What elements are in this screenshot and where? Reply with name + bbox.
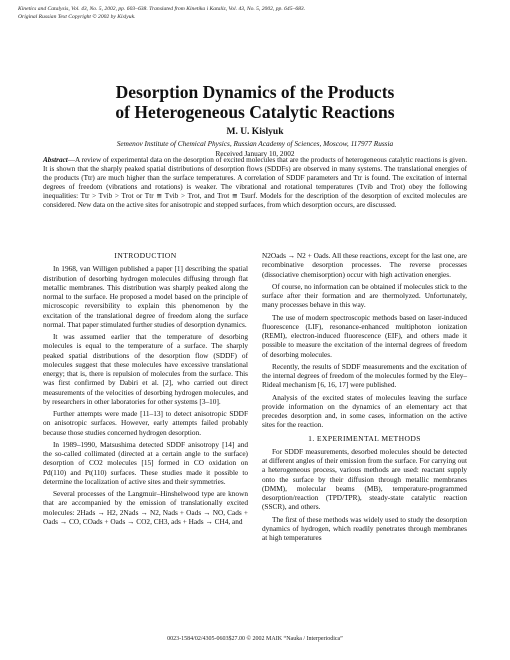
abstract-label: Abstract [43,156,68,164]
paper-title-line-1: Desorption Dynamics of the Products [115,82,395,102]
page-footer: 0023-1584/02/4305-0603$27.00 © 2002 MAIK “Nauka / Interperiodica” [167,636,343,642]
paragraph: N2Oads → N2 + Oads. All these reactions, except for the last one, are recombinative desorption processes. The reverse processes (dissociative chemisorption) occur with high activation energies. [262,251,467,279]
received-date: Received January 10, 2002 [215,149,295,158]
paragraph: Analysis of the excited states of molecules leaving the surface provide information on the dynamics of an elementary act that precedes desorption and, in some cases, information on the active sites for the reaction. [262,392,467,430]
journal-header-line-1: Kinetics and Catalysis, Vol. 43, No. 5, 2002, pp. 603–638. Translated from Kinetika i Kataliz, Vol. 43, No. 5, 2002, pp. 645–683. [18,6,306,12]
paragraph: The first of these methods was widely used to study the desorption dynamics of hydrogen, which readily penetrates through membranes at high temperatures [262,514,467,542]
abstract [43,156,467,211]
right-column [262,251,467,545]
author-name: M. U. Kislyuk [226,127,284,137]
paragraph: In 1989–1990, Matsushima detected SDDF anisotropy [14] and the so-called collimated (directed at a certain angle to the surface) desorption of CO2 molecules [15] formed in CO oxidation on Pd(110) and Pt(110) surfaces. These studies made it possible to determine the localization of active sites and their symmetries. [43,439,248,486]
paragraph: In 1968, van Willigen published a paper [1] describing the spatial distribution of desorbing hydrogen molecules diffusing through flat metallic membranes. This distribution was sharply peaked along the normal to the surface. He proposed a model based on the principle of microscopic reversibility to explain this phenomenon by the excitation of the translational degree of freedom along the surface normal. That paper stimulated further studies of desorption dynamics. [43,264,248,329]
paragraph: Further attempts were made [11–13] to detect anisotropic SDDF on anisotropic surfaces. However, early attempts failed probably because those studies concerned hydrogen desorption. [43,409,248,437]
paragraph: Several processes of the Langmuir–Hinshelwood type are known that are accompanied by the emission of translationally excited molecules: 2Hads → H2, 2Nads → N2, Nads + Oads → NO, Cads + Oads → CO, COads + Oads → CO2, CH3, ads + Hads → CH4, and [43,489,248,526]
author-affiliation: Semenov Institute of Chemical Physics, Russian Academy of Sciences, Moscow, 117977 Russia [116,139,394,148]
paragraph: Of course, no information can be obtained if molecules stick to the surface after their formation and are thermolyzed. Unfortunately, many processes behave in this way. [262,281,467,310]
abstract-text: —A review of experimental data on the desorption of excited molecules that are the products of heterogeneous catalytic reactions is given. It is shown that the sharply peaked spatial distributions of desorption flows (SDDFs) are observed in many systems. The translational energies of the products (Ttr) are much higher than the surface temperatures. A correlation of SDDF parameters and Ttr is found. The excitation of internal degrees of freedom (vibrations and rotations) is weaker. The vibrational and rotational temperatures (Tvib and Trot) obey the following inequalities: Ttr > Tvib > Trot or Ttr ≅ Tvib > Trot, and Trot ≅ Tsurf. Models for the description of the desorption of excited molecules are considered. New data on the active sites for anisotropic and stepped surfaces, from which desorption occurs, are discussed. [43,156,467,210]
paragraph: It was assumed earlier that the temperature of desorbing molecules is equal to the temperature of a surface. The sharply peaked spatial distributions of the desorption flow (SDDF) of molecules suggest that these molecules have excessive translational energy; that is, there is repulsion of molecules from the surface. This was first confirmed by Dabiri et al. [2], who carried out direct measurements of the velocities of desorbing hydrogen molecules, and by researchers in other laboratories for other systems [3–10]. [43,332,248,406]
section-heading-experimental-methods: 1. EXPERIMENTAL METHODS [308,433,421,443]
paragraph: The use of modern spectroscopic methods based on laser-induced fluorescence (LIF), resonance-enhanced multiphoton ionization (REMI), electron-induced fluorescence (EIF), and others made it possible to measure the excitation of the internal degrees of freedom of desorbing molecules. [262,312,467,359]
journal-header [18,6,305,21]
journal-header-line-2: Original Russian Text Copyright © 2002 by Kislyuk. [18,13,136,20]
paper-title-line-2: of Heterogeneous Catalytic Reactions [115,102,395,122]
paragraph: Recently, the results of SDDF measurements and the excitation of the internal degrees of freedom of the molecules formed by the Eley–Rideal mechanism [6, 16, 17] were published. [262,361,467,390]
paper-title [0,82,510,122]
title-block [0,82,510,158]
section-heading-introduction: INTRODUCTION [114,251,177,260]
paragraph: For SDDF measurements, desorbed molecules should be detected at different angles of their emission from the surface. For carrying out a heterogeneous process, various methods are used: reactant supply onto the surface by their diffusion through metallic membranes (DMM), molecular beams (MB), temperature-programmed desorption/reaction (TPD/TPR), steady-state catalytic reaction (SSCR), and others. [262,446,467,512]
left-column [43,251,248,529]
